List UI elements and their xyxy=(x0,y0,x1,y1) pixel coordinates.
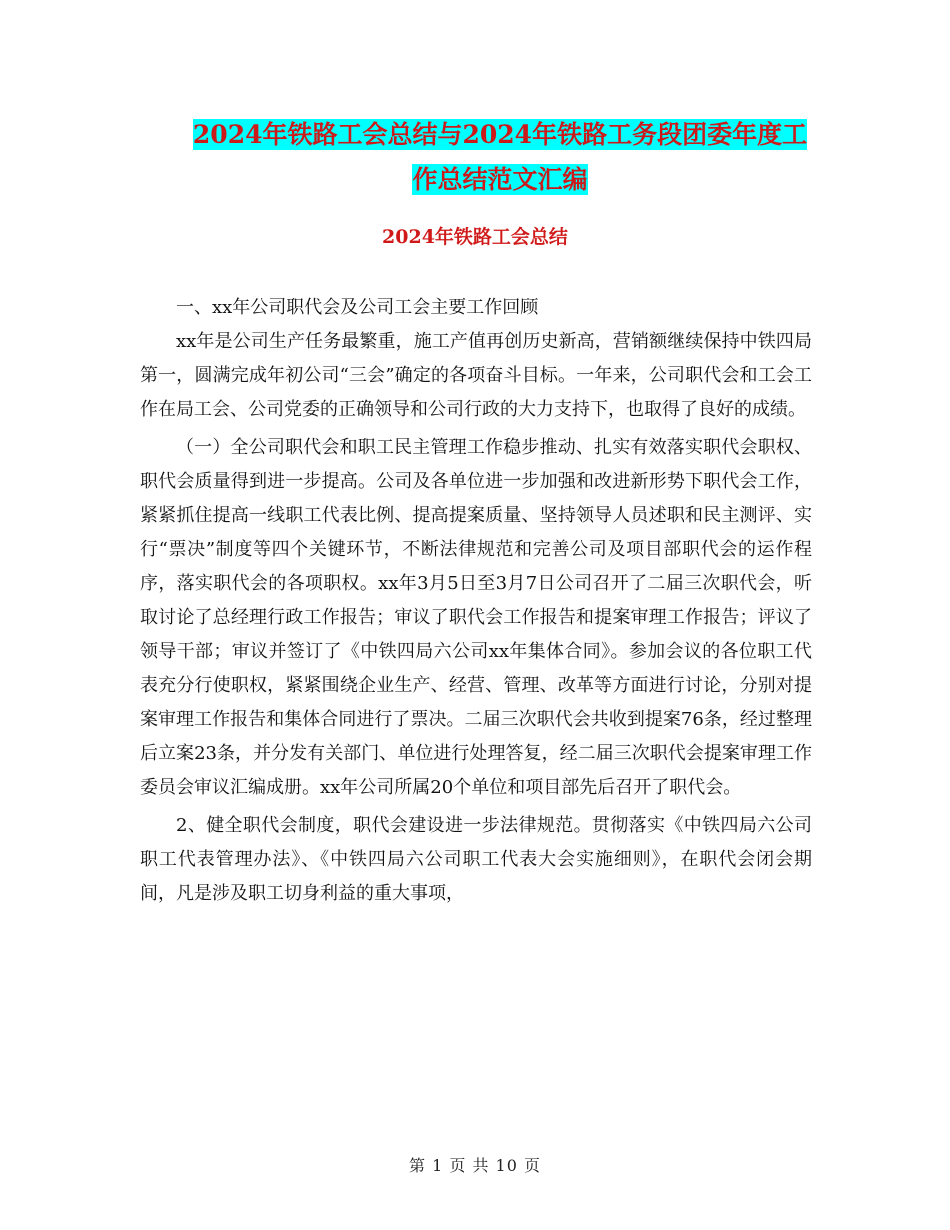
paragraph-congress: （一）全公司职代会和职工民主管理工作稳步推动、扎实有效落实职代会职权、职代会质量得到进一步提高。公司及各单位进一步加强和改进新形势下职代会工作，紧紧抓住提高一线职工代表比例、提高提案质量、坚持领导人员述职和民主测评、实行“票决”制度等四个关键环节，不断法律规范和完善公司及项目部职代会的运作程序，落实职代会的各项职权。xx年3月5日至3月7日公司召开了二届三次职代会，听取讨论了总经理行政工作报告；审议了职代会工作报告和提案审理工作报告；评议了领导干部；审议并签订了《中铁四局六公司xx年集体合同》。参加会议的各位职工代表充分行使职权，紧紧围绕企业生产、经营、管理、改革等方面进行讨论，分别对提案审理工作报告和集体合同进行了票决。二届三次职代会共收到提案76条，经过整理后立案23条，并分发有关部门、单位进行处理答复，经二届三次职代会提案审理工作委员会审议汇编成册。xx年公司所属20个单位和项目部先后召开了职代会。 xyxy=(140,437,812,798)
heading-review: 一、xx年公司职代会及公司工会主要工作回顾 xyxy=(176,297,539,318)
paragraph-intro: xx年是公司生产任务最繁重，施工产值再创历史新高，营销额继续保持中铁四局第一，圆满完成年初公司“三会”确定的各项奋斗目标。一年来，公司职代会和工会工作在局工会、公司党委的正确领导和公司行政的大力支持下，也取得了良好的成绩。 xyxy=(140,331,812,420)
title-line-2: 作总结范文汇编 xyxy=(412,165,588,194)
section-title: 2024年铁路工会总结 xyxy=(382,226,568,248)
document-title xyxy=(100,112,900,202)
paragraph-system: 2、健全职代会制度，职代会建设进一步法律规范。贯彻落实《中铁四局六公司职工代表管理办法》、《中铁四局六公司职工代表大会实施细则》，在职代会闭会期间，凡是涉及职工切身利益的重大事项， xyxy=(140,815,812,904)
page-number-footer: 第 1 页 共 10 页 xyxy=(409,1156,541,1175)
title-line-1: 2024年铁路工会总结与2024年铁路工务段团委年度工 xyxy=(192,120,808,149)
document-body xyxy=(140,291,812,911)
